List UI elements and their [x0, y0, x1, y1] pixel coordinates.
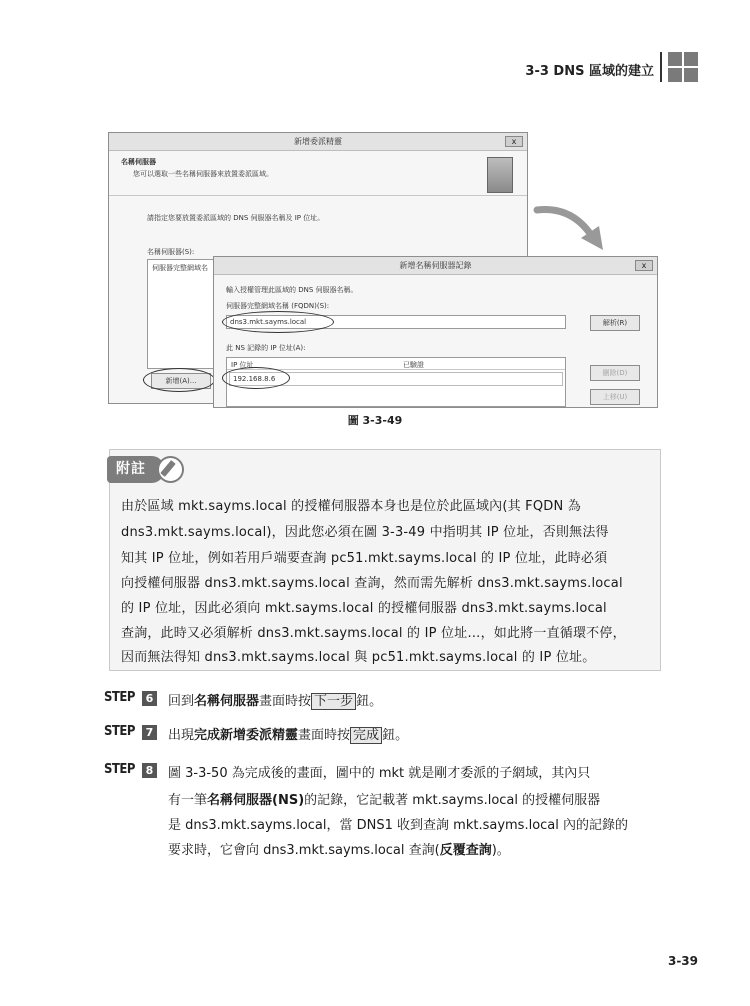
wizard-close-button[interactable]: x — [505, 136, 523, 147]
list-column-header: 伺服器完整網域名 — [152, 264, 208, 272]
add-button-highlight — [143, 368, 215, 392]
fqdn-label: 伺服器完整網域名稱 (FQDN)(S): — [226, 302, 330, 310]
wizard-section-desc: 您可以選取一些名稱伺服器來放置委派區域。 — [133, 170, 273, 178]
step-8-line-2: 有一筆名稱伺服器(NS)的記錄，它記載著 mkt.sayms.local 的授權伺服器 — [168, 793, 601, 808]
delete-button[interactable]: 刪除(D) — [590, 365, 640, 381]
figure-caption: 圖 3-3-49 — [347, 414, 403, 427]
ip-highlight — [222, 367, 290, 389]
name-server-list-label: 名稱伺服器(S): — [147, 248, 195, 256]
ns-record-instruction: 輸入授權管理此區域的 DNS 伺服器名稱。 — [226, 286, 358, 294]
ns-record-title-bar — [214, 257, 657, 275]
screen-name: 完成新增委派精靈 — [194, 728, 299, 743]
note-badge-label: 附註 — [107, 456, 165, 483]
note-line: 因而無法得知 dns3.mkt.sayms.local 與 pc51.mkt.sayms.local 的 IP 位址。 — [121, 650, 596, 665]
server-icon — [487, 157, 513, 193]
note-line: 知其 IP 位址，例如若用戶端要查詢 pc51.mkt.sayms.local 的 IP 位址，此時必須 — [121, 551, 608, 566]
screen-name: 名稱伺服器 — [194, 694, 260, 709]
windows-logo-icon — [668, 52, 698, 82]
note-line: 向授權伺服器 dns3.mkt.sayms.local 查詢，然而需先解析 dns3.mkt.sayms.local — [121, 576, 623, 591]
screenshot-figure — [108, 130, 658, 410]
step-number: 8 — [142, 763, 157, 778]
header-divider — [660, 52, 662, 82]
curved-arrow-icon — [533, 200, 608, 255]
step-8-line-1: 圖 3-3-50 為完成後的畫面，圖中的 mkt 就是剛才委派的子網域，其內只 — [168, 766, 591, 781]
step-label: STEP — [104, 724, 135, 739]
wizard-instruction: 請指定您要放置委派區域的 DNS 伺服器名稱及 IP 位址。 — [147, 214, 325, 222]
step-number: 6 — [142, 691, 157, 706]
new-ns-record-dialog — [213, 256, 658, 408]
note-line: 的 IP 位址，因此必須向 mkt.sayms.local 的授權伺服器 dns3.mkt.sayms.local — [121, 601, 607, 616]
step-number: 7 — [142, 725, 157, 740]
resolve-button[interactable]: 解析(R) — [590, 315, 640, 331]
note-line: 由於區域 mkt.sayms.local 的授權伺服器本身也是位於此區域內(其 FQDN 為 — [121, 499, 581, 514]
wizard-title: 新增委派精靈 — [294, 137, 342, 146]
validated-column-header: 已驗證 — [403, 361, 424, 369]
wizard-section-title: 名稱伺服器 — [121, 158, 156, 166]
next-button-ref: 下一步 — [311, 693, 356, 710]
chapter-header: 3-3 DNS 區域的建立 — [525, 64, 654, 79]
ip-address-input[interactable]: 192.168.8.6 — [229, 372, 563, 386]
step-8-line-3: 是 dns3.mkt.sayms.local，當 DNS1 收到查詢 mkt.sayms.local 內的記錄的 — [168, 818, 629, 833]
note-line: dns3.mkt.sayms.local)，因此您必須在圖 3-3-49 中指明其 IP 位址，否則無法得 — [121, 525, 609, 540]
page-number: 3-39 — [667, 954, 698, 968]
move-up-button[interactable]: 上移(U) — [590, 389, 640, 405]
ns-record-close-button[interactable]: x — [635, 260, 653, 271]
step-label: STEP — [104, 762, 135, 777]
wizard-title-bar — [109, 133, 527, 151]
fqdn-input[interactable]: dns3.mkt.sayms.local — [226, 315, 566, 329]
ip-column-header: IP 位址 — [231, 361, 254, 369]
add-button[interactable]: 新增(A)... — [151, 373, 211, 389]
ip-list-label: 此 NS 記錄的 IP 位址(A): — [226, 344, 306, 352]
finish-button-ref: 完成 — [350, 727, 382, 744]
ns-record-title: 新增名稱伺服器記錄 — [399, 261, 472, 270]
step-8-line-4: 要求時，它會向 dns3.mkt.sayms.local 查詢(反覆查詢)。 — [168, 843, 510, 858]
fqdn-highlight — [222, 311, 334, 333]
note-line: 查詢，此時又必須解析 dns3.mkt.sayms.local 的 IP 位址…，如此將一直循環不停， — [121, 626, 626, 641]
note-badge — [107, 456, 185, 483]
step-label: STEP — [104, 690, 135, 705]
